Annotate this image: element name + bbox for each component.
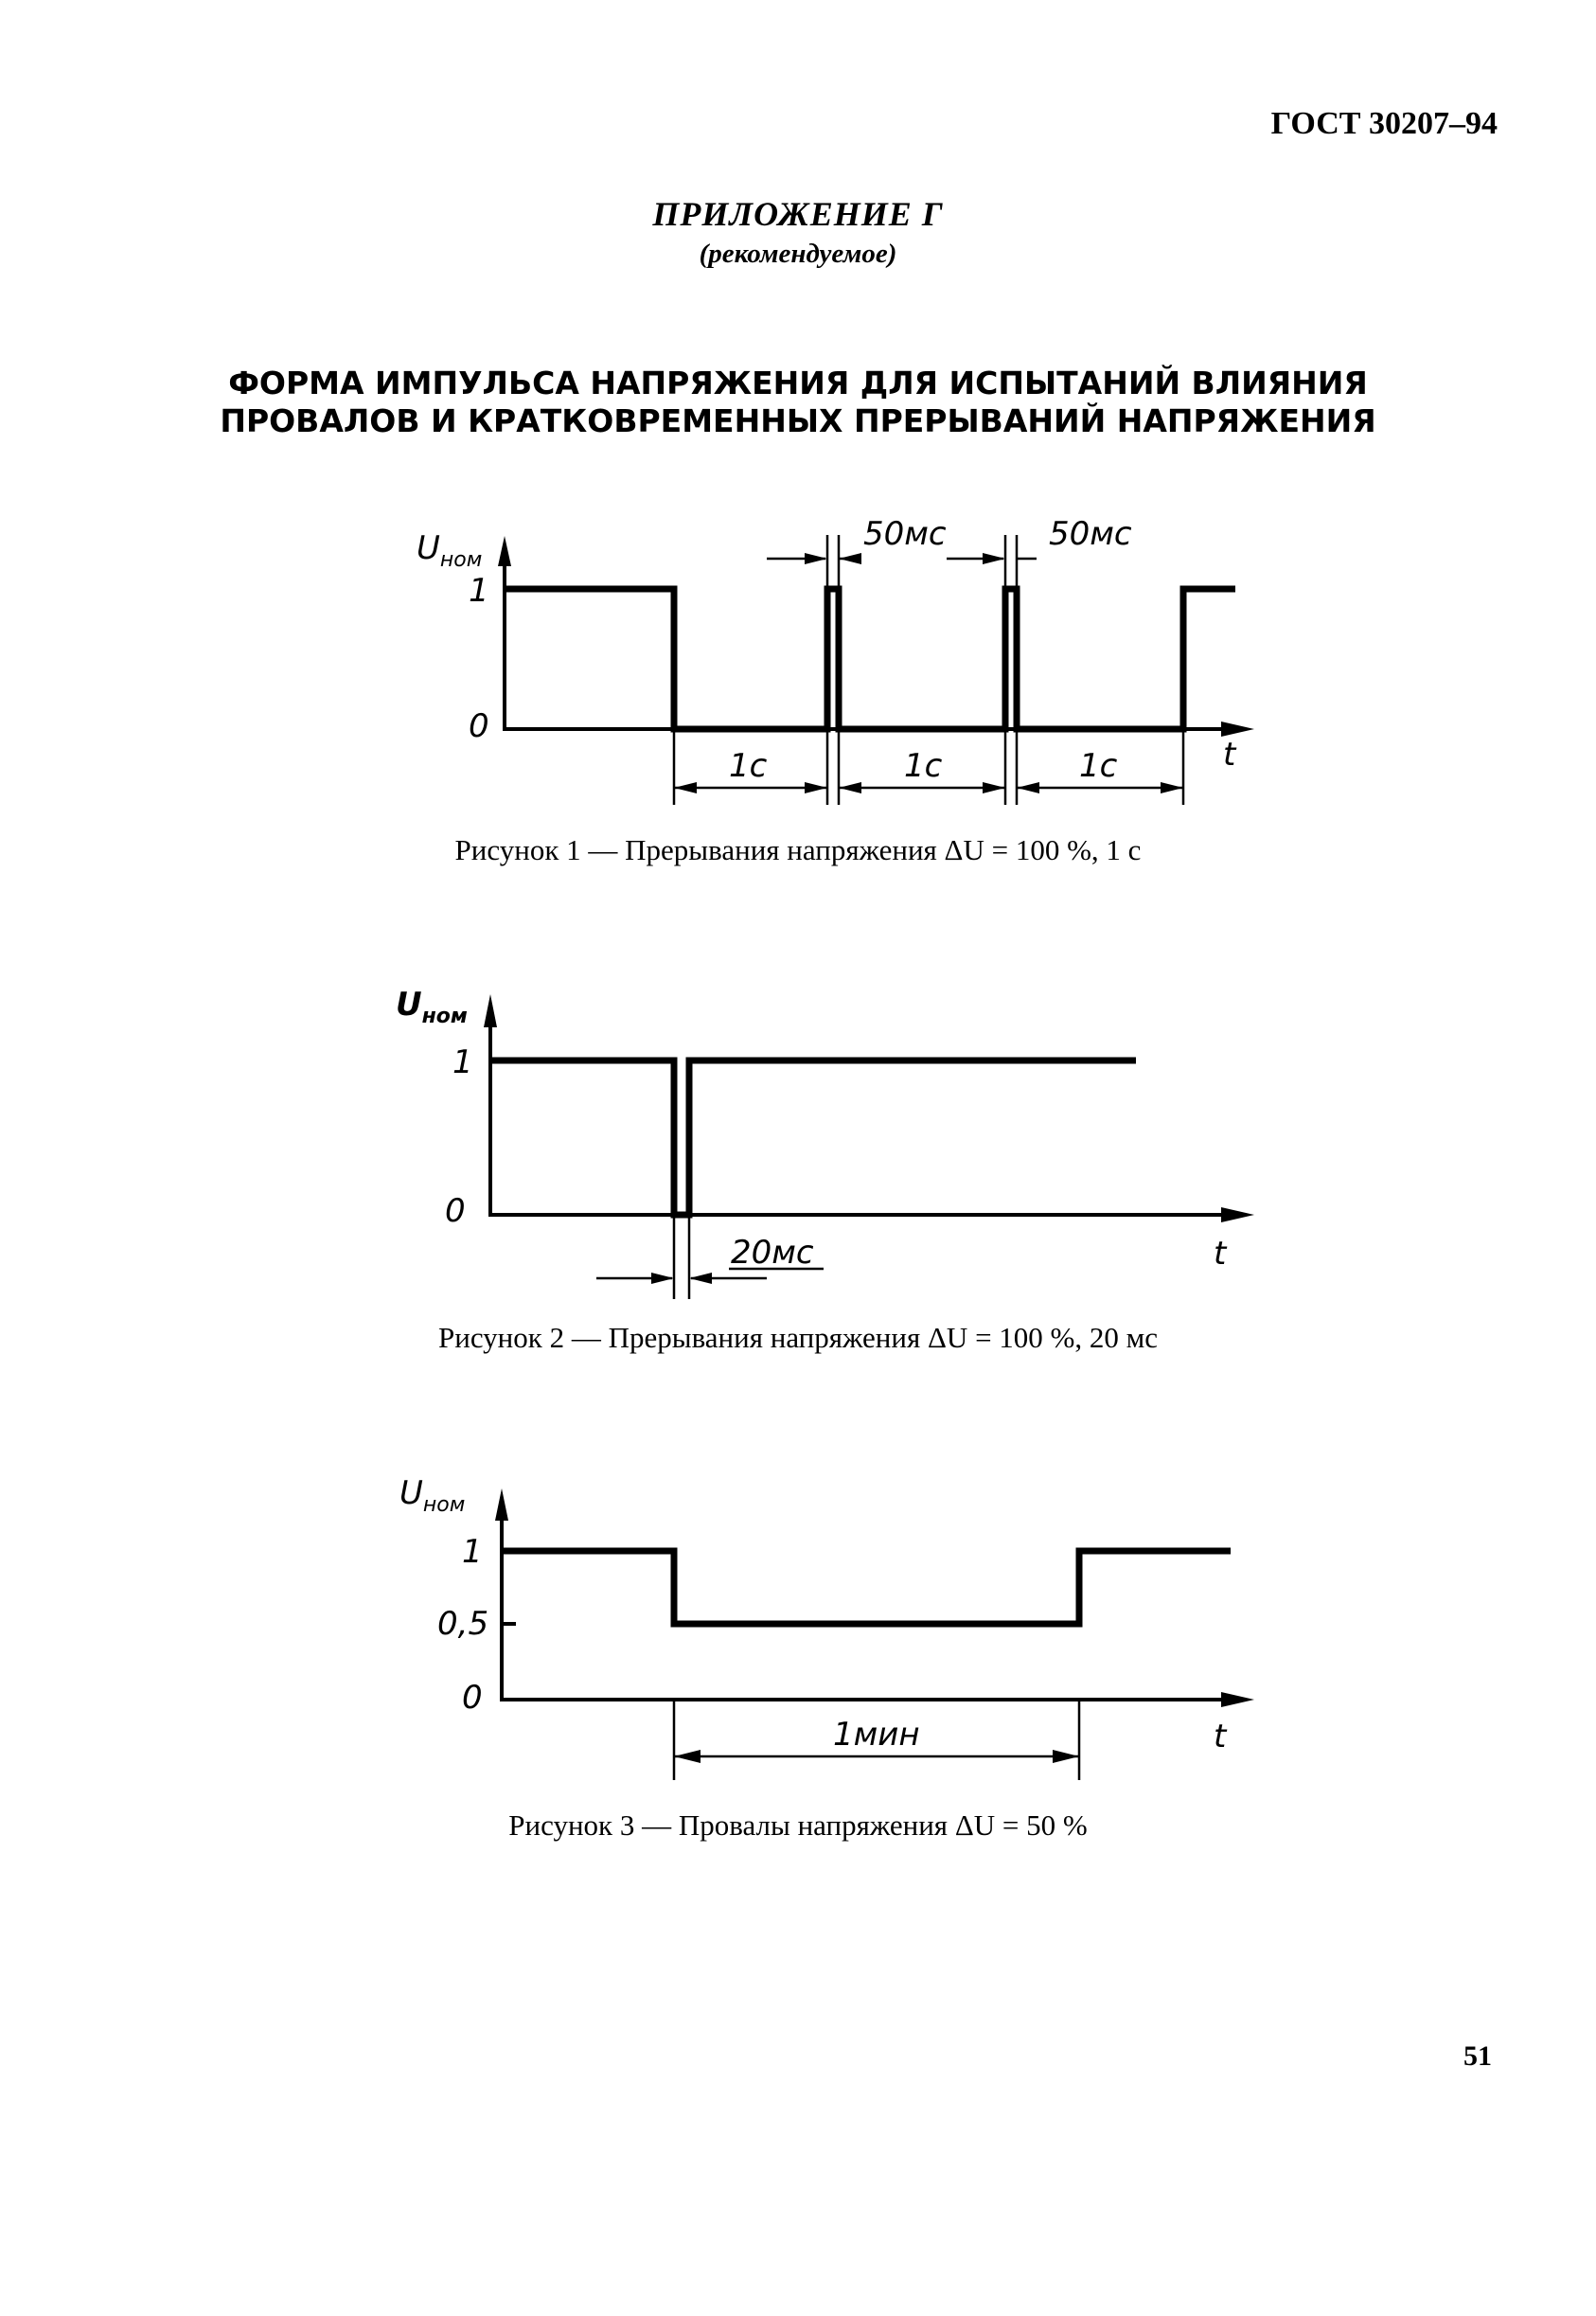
fig3-arrow-l — [674, 1750, 700, 1763]
fig1-tick-1: 1 — [469, 572, 489, 610]
fig3-dim-1min: 1мин — [833, 1716, 920, 1754]
fig1-dim-1s-label-2: 1с — [904, 747, 943, 785]
fig2-dim-20ms: 20мс — [731, 1234, 814, 1272]
section-title-line-2: ПРОВАЛОВ И КРАТКОВРЕМЕННЫХ ПРЕРЫВАНИЙ НАПРЯЖЕНИЯ — [220, 402, 1376, 439]
fig3-y-arrow — [495, 1488, 508, 1521]
fig2-x-label: t — [1214, 1235, 1227, 1273]
fig2-y-label: $U_{ном}$ — [396, 986, 468, 1028]
fig3-tick-1: 1 — [462, 1533, 483, 1571]
appendix-title: ПРИЛОЖЕНИЕ Г — [652, 195, 944, 233]
fig3-x-arrow — [1221, 1692, 1254, 1707]
fig3-tick-0: 0 — [462, 1679, 483, 1717]
figure-3-caption: Рисунок 3 — Провалы напряжения ΔU = 50 % — [508, 1808, 1088, 1842]
fig2-tick-1: 1 — [452, 1043, 473, 1081]
appendix-subtitle: (рекомендуемое) — [699, 239, 897, 269]
fig3-arrow-r — [1053, 1750, 1079, 1763]
fig3-y-label: $U_{ном}$ — [399, 1474, 466, 1517]
fig3-tick-05: 0,5 — [437, 1605, 489, 1643]
fig1-dim-50ms-2: 50мс — [1049, 515, 1132, 553]
fig1-tick-0: 0 — [469, 707, 489, 745]
section-title-line-1: ФОРМА ИМПУЛЬСА НАПРЯЖЕНИЯ ДЛЯ ИСПЫТАНИЙ ВЛИЯНИЯ — [228, 365, 1368, 401]
fig1-y-label: $U_{ном}$ — [417, 529, 483, 572]
fig1-x-label: t — [1223, 736, 1236, 774]
figure-2-caption: Рисунок 2 — Прерывания напряжения ΔU = 100 %, 20 мс — [438, 1321, 1158, 1354]
figure-1-caption: Рисунок 1 — Прерывания напряжения ΔU = 100 %, 1 с — [454, 833, 1142, 866]
fig1-dim-1s-label-3: 1с — [1079, 747, 1118, 785]
fig3-x-label: t — [1214, 1718, 1227, 1755]
document-number: ГОСТ 30207–94 — [1270, 106, 1498, 141]
fig1-dim-50ms-1: 50мс — [863, 515, 947, 553]
page-number: 51 — [1463, 2040, 1492, 2072]
fig2-tick-0: 0 — [445, 1192, 466, 1230]
fig3-waveform — [502, 1551, 1231, 1624]
fig1-dim-1s-label-1: 1с — [729, 747, 768, 785]
